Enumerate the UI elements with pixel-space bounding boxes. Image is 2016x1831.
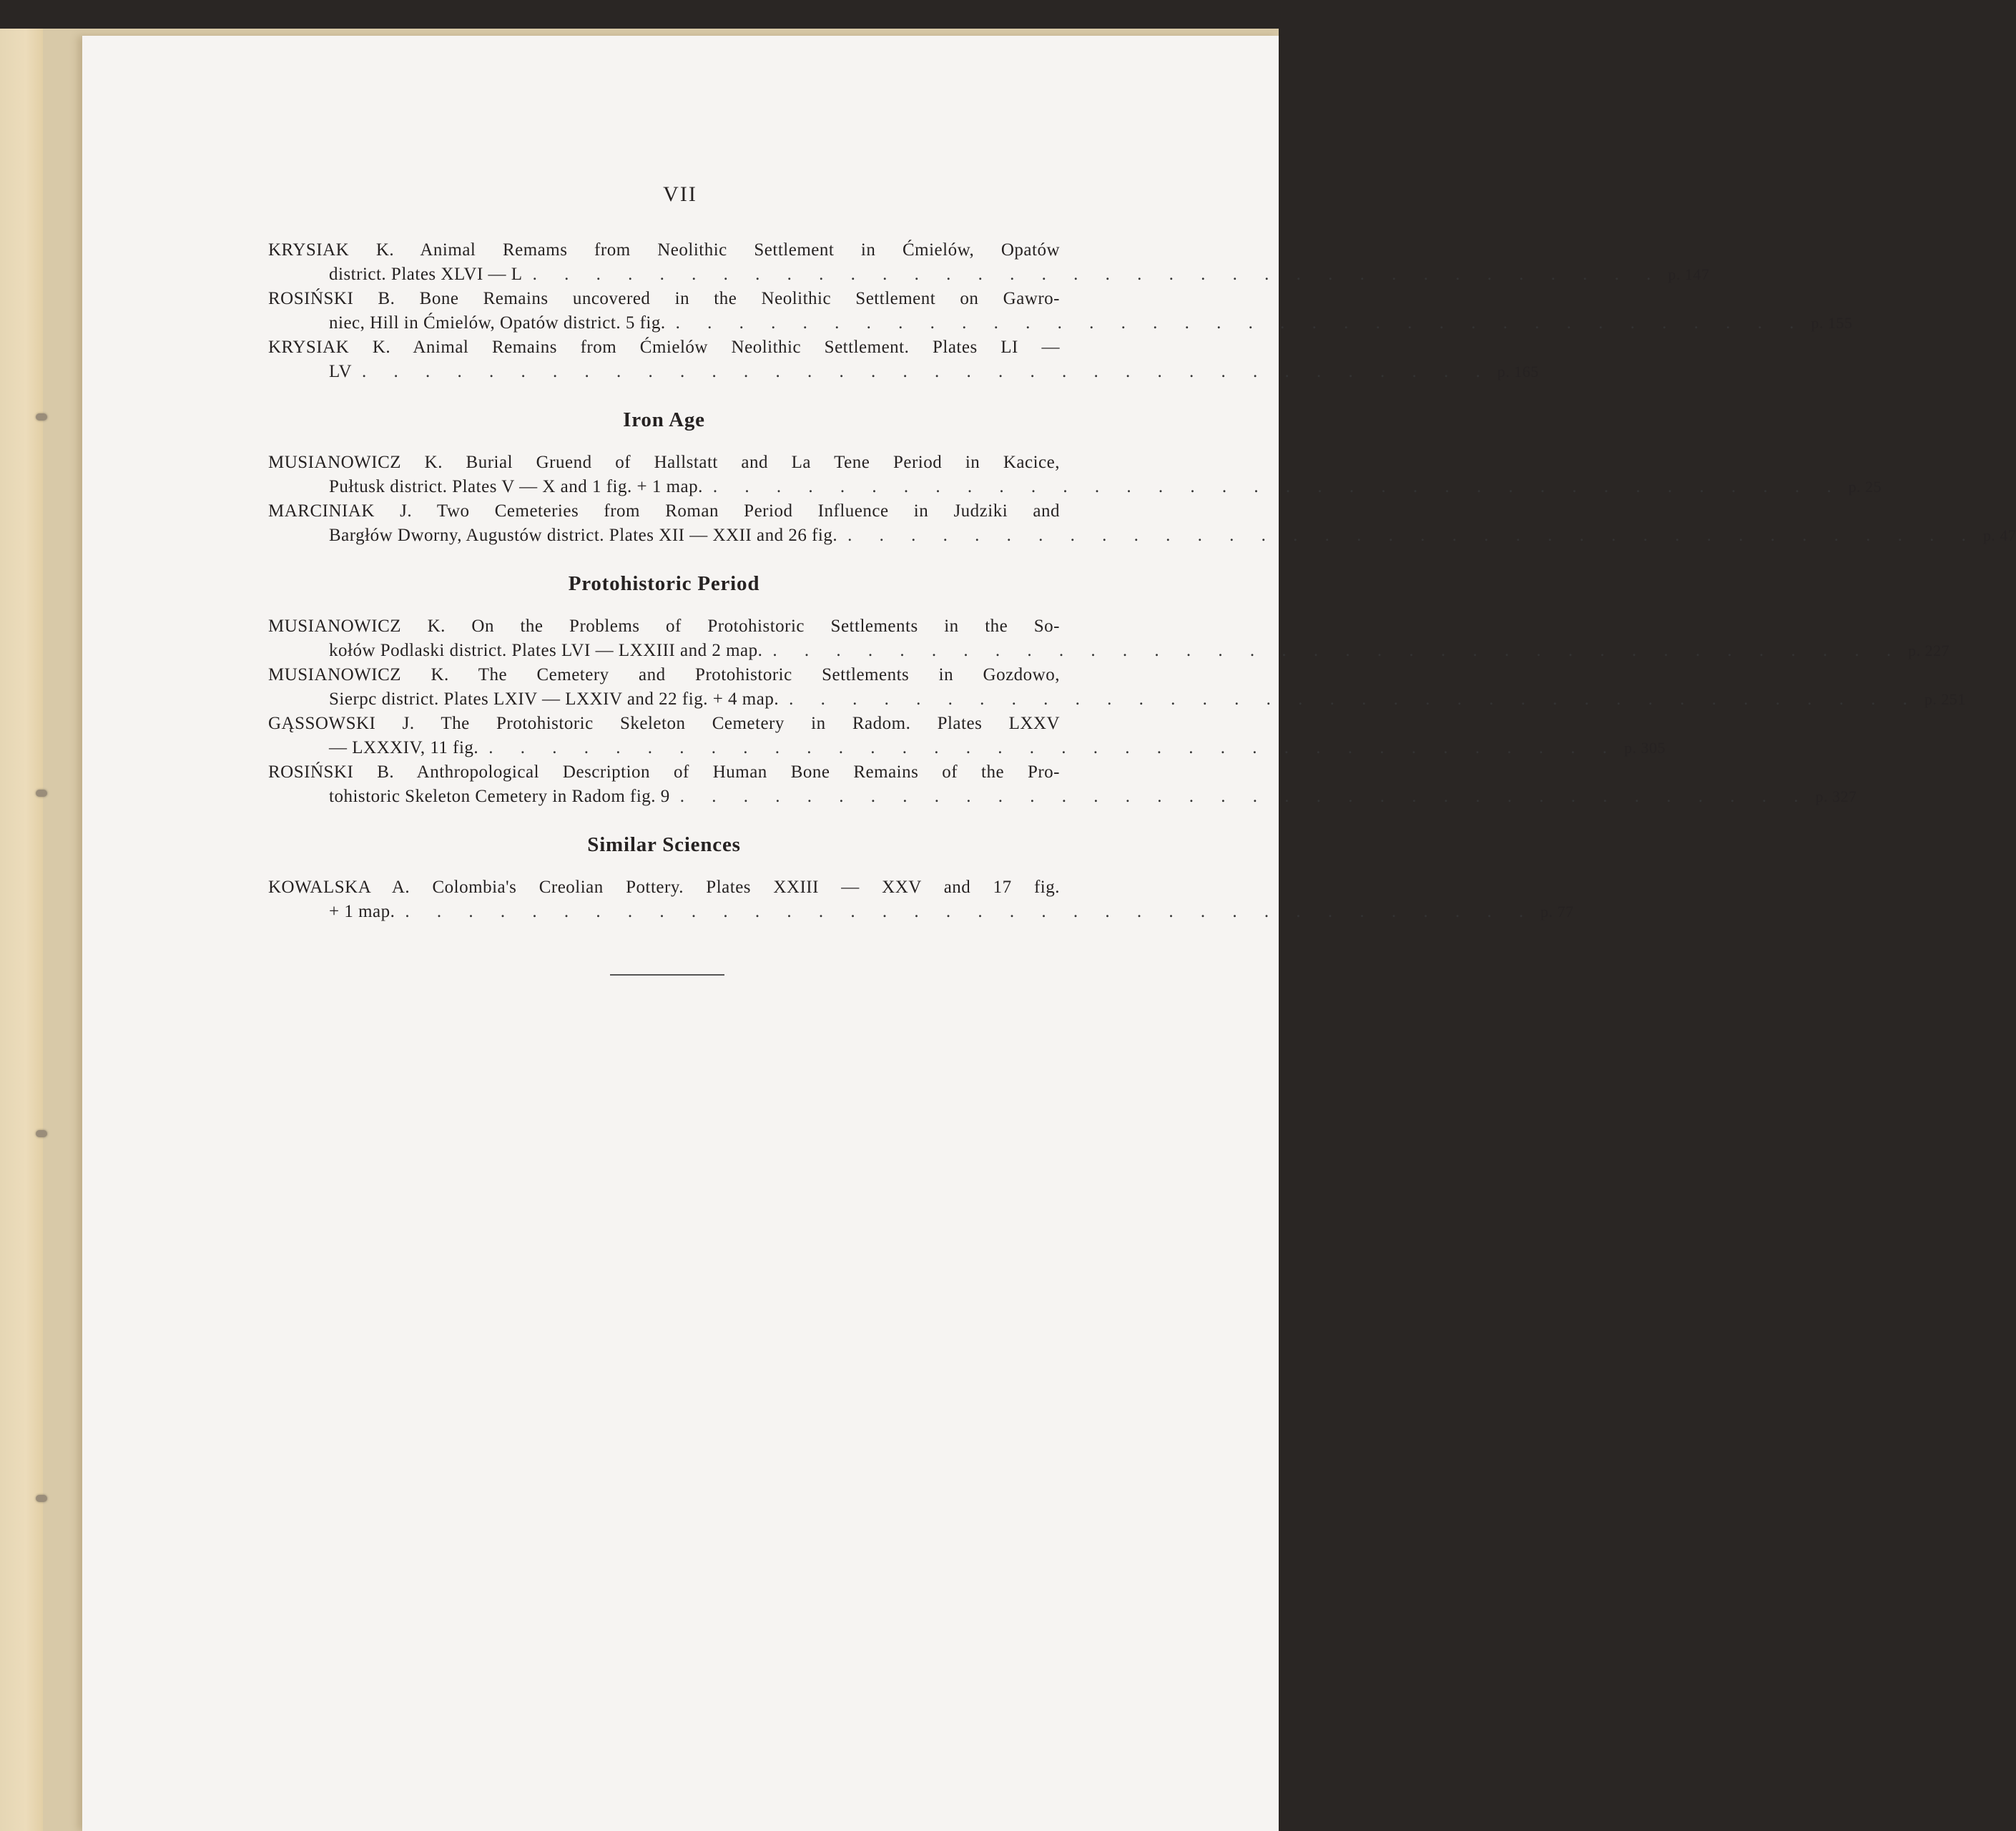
entry-first-line: MUSIANOWICZ K. On the Problems of Protohistoric Settlements in the So- xyxy=(268,617,1060,636)
toc-entry xyxy=(268,712,1666,760)
staple-mark xyxy=(36,790,47,797)
staple-mark xyxy=(36,413,47,421)
toc-entry xyxy=(268,663,1966,712)
entry-continuation xyxy=(268,785,1857,809)
entry-continuation-text: kołów Podlaski district. Plates LVI — LXXIII and 2 map. xyxy=(329,641,763,660)
entry-continuation-text: Bargłów Dworny, Augustów district. Plates XII — XXII and 26 fig. xyxy=(329,526,838,545)
dot-leader: . . . . . . . . . . . . . . . . . . . . . . . . . . . . . . . . . . . . xyxy=(362,362,1492,381)
entry-first-line: KRYSIAK K. Animal Remams from Neolithic Settlement in Ćmielów, Opatów xyxy=(268,240,1060,260)
entry-page-ref: p. 227 xyxy=(1908,642,1950,659)
dot-leader: . . . . . . . . . . . . . . . . . . . . . . . . . . . . . . . . . . . . xyxy=(847,526,1977,545)
entry-continuation-text: district. Plates XLVI — L xyxy=(329,265,523,284)
dot-leader: . . . . . . . . . . . . . . . . . . . . . . . . . . . . . . . . . . . . xyxy=(675,313,1806,333)
entry-page-ref: p. 327 xyxy=(1815,787,1857,805)
toc-entry xyxy=(268,875,1574,924)
toc-entry xyxy=(268,614,1950,663)
entry-page-ref: p. 165 xyxy=(1497,363,1539,381)
entry-page-ref: p. 147 xyxy=(1668,265,1710,283)
entry-page-ref: p. 47 xyxy=(1982,526,2016,544)
entry-continuation-text: niec, Hill in Ćmielów, Opatów district. 5 fig. xyxy=(329,313,666,333)
toc-entry xyxy=(268,451,1882,499)
dot-leader: . . . . . . . . . . . . . . . . . . . . . . . . . . . . . . . . . . . . xyxy=(679,787,1810,806)
entry-continuation-text: LV xyxy=(329,362,353,381)
entry-continuation xyxy=(268,900,1574,924)
entry-first-line: MUSIANOWICZ K. The Cemetery and Protohistoric Settlements in Gozdowo, xyxy=(268,665,1060,684)
page-number: VII xyxy=(663,182,697,206)
dot-leader: . . . . . . . . . . . . . . . . . . . . . . . . . . . . . . . . . . . . xyxy=(405,902,1535,921)
entry-first-line: GĄSSOWSKI J. The Protohistoric Skeleton Cemetery in Radom. Plates LXXV xyxy=(268,714,1060,733)
entry-first-line: ROSIŃSKI B. Bone Remains uncovered in the Neolithic Settlement on Gawro- xyxy=(268,289,1060,308)
entry-first-line: MARCINIAK J. Two Cemeteries from Roman Period Influence in Judziki and xyxy=(268,501,1060,521)
section-similar-sciences xyxy=(268,833,1574,924)
entry-continuation xyxy=(268,524,2016,548)
entry-continuation xyxy=(268,736,1666,760)
entry-page-ref: p. 77 xyxy=(1540,903,1574,921)
entry-first-line: KOWALSKA A. Colombia's Creolian Pottery. Plates XXIII — XXV and 17 fig. xyxy=(268,878,1060,897)
entry-continuation xyxy=(268,262,1710,287)
section-protohistoric-period xyxy=(268,572,1966,809)
section-iron-age xyxy=(268,408,2016,548)
entry-first-line: ROSIŃSKI B. Anthropological Description of Human Bone Remains of the Pro- xyxy=(268,762,1060,782)
dot-leader: . . . . . . . . . . . . . . . . . . . . . . . . . . . . . . . . . . . . xyxy=(488,738,1618,757)
entry-continuation xyxy=(268,475,1882,499)
section-heading: Protohistoric Period xyxy=(568,572,760,595)
entry-continuation-text: — LXXXIV, 11 fig. xyxy=(329,738,479,757)
entry-page-ref: p. 25 xyxy=(1848,478,1882,496)
entry-continuation-text: Pułtusk district. Plates V — X and 1 fig. + 1 map. xyxy=(329,477,703,496)
entry-first-line: KRYSIAK K. Animal Remains from Ćmielów Neolithic Settlement. Plates LI — xyxy=(268,338,1060,357)
entry-continuation-text: Sierpc district. Plates LXIV — LXXIV and 22 fig. + 4 map. xyxy=(329,689,780,709)
entry-continuation xyxy=(268,311,1853,335)
entry-continuation xyxy=(268,639,1950,663)
staple-mark xyxy=(36,1130,47,1137)
binding-strip xyxy=(0,29,43,1831)
end-rule xyxy=(610,974,724,976)
dot-leader: . . . . . . . . . . . . . . . . . . . . . . . . . . . . . . . . . . . . xyxy=(772,641,1903,660)
section-heading: Iron Age xyxy=(623,408,705,431)
toc-entry xyxy=(268,238,1710,287)
entry-page-ref: p. 251 xyxy=(1924,690,1966,708)
dot-leader: . . . . . . . . . . . . . . . . . . . . . . . . . . . . . . . . . . . . xyxy=(532,265,1663,284)
toc-entry xyxy=(268,499,2016,548)
entry-continuation-text: + 1 map. xyxy=(329,902,395,921)
toc-entry xyxy=(268,760,1857,809)
entry-continuation xyxy=(268,687,1966,712)
entry-first-line: MUSIANOWICZ K. Burial Gruend of Hallstatt and La Tene Period in Kacice, xyxy=(268,453,1060,472)
entry-page-ref: p. 155 xyxy=(1811,314,1853,332)
table-of-contents xyxy=(268,182,2016,976)
intro-entries xyxy=(268,238,1853,384)
staple-mark xyxy=(36,1495,47,1502)
entry-continuation-text: tohistoric Skeleton Cemetery in Radom fig. 9 xyxy=(329,787,670,806)
dot-leader: . . . . . . . . . . . . . . . . . . . . . . . . . . . . . . . . . . . . xyxy=(712,477,1843,496)
entry-continuation xyxy=(268,360,1539,384)
dot-leader: . . . . . . . . . . . . . . . . . . . . . . . . . . . . . . . . . . . . xyxy=(789,689,1919,709)
entry-page-ref: p. 305 xyxy=(1623,739,1666,757)
toc-entry xyxy=(268,335,1539,384)
section-heading: Similar Sciences xyxy=(587,833,741,856)
toc-entry xyxy=(268,287,1853,335)
